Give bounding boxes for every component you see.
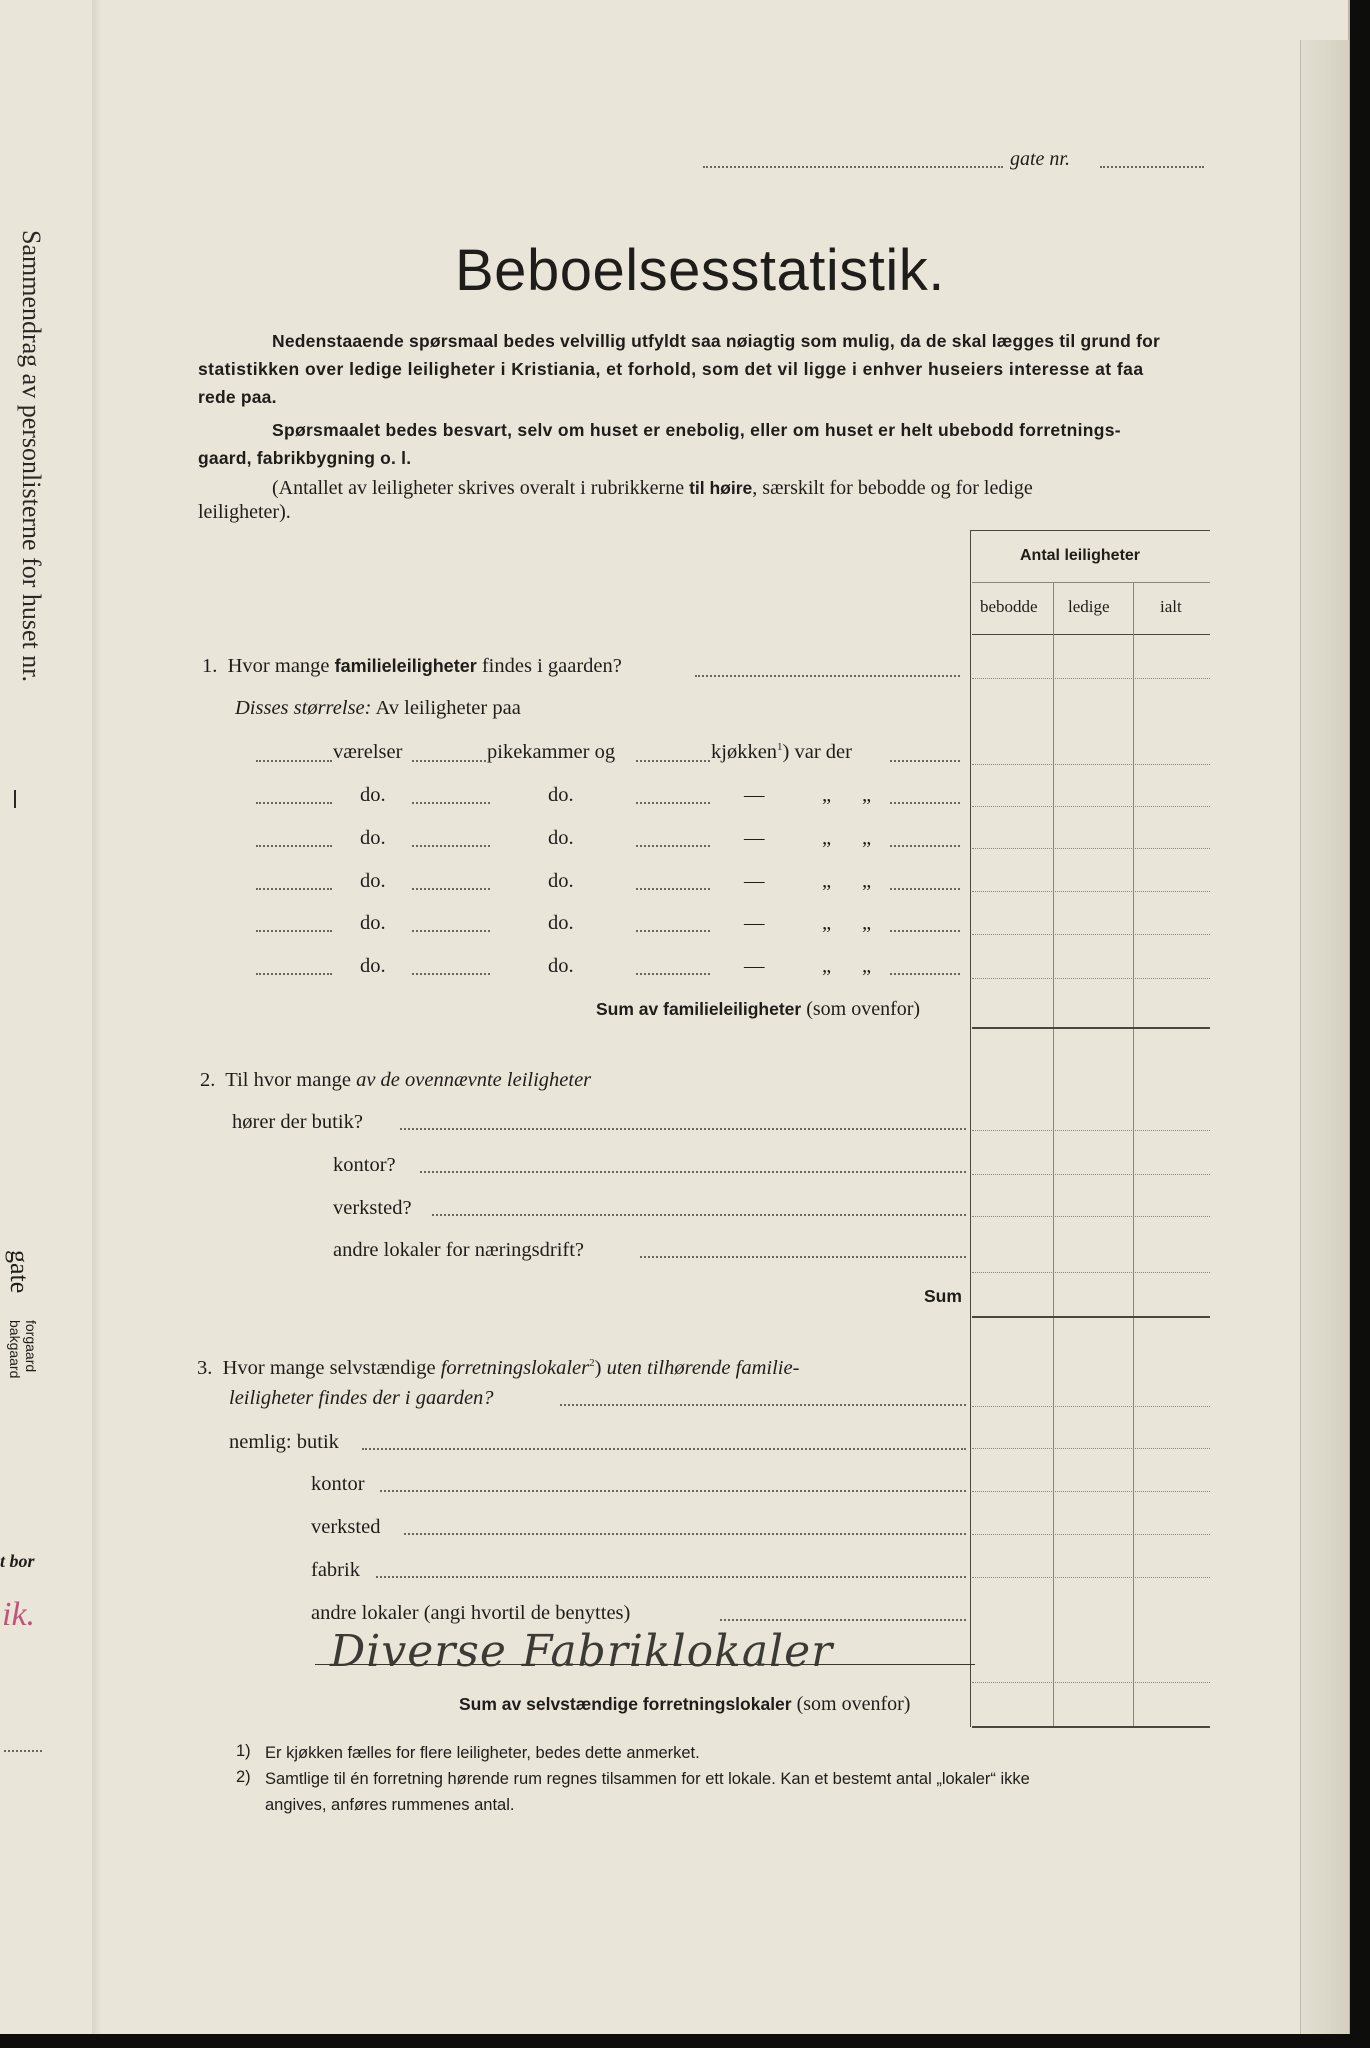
table-header-title: Antal leiligheter [1020,547,1141,564]
q1-question [202,656,622,677]
q3-question [197,1358,799,1379]
field-do-pikekammer[interactable] [412,973,490,975]
table-row-sep [972,1534,1210,1535]
gate-nr-field[interactable] [1100,166,1204,168]
label-vaerelser: værelser [333,741,403,763]
margin-forgaard: forgaard [23,1320,39,1373]
q2-kontor: kontor? [333,1154,396,1176]
ditto-mark: „ [822,870,832,892]
q2-italic: av de ovennævnte leiligheter [356,1069,592,1091]
q3-fabrik: fabrik [311,1559,360,1581]
table-top-line [970,530,1210,531]
table-row-sep [972,1682,1210,1683]
field-do-pikekammer[interactable] [412,845,490,847]
field-do-pikekammer[interactable] [412,802,490,804]
q3-butik: nemlig: butik [229,1431,339,1453]
footnote-ref-2: 2 [589,1357,595,1370]
q2-butik: hører der butik? [232,1111,363,1133]
dash-label: — [744,912,765,934]
sum1-line [972,1027,1210,1029]
q1-sum-label [596,999,920,1019]
q2-text: Til hvor mange [225,1069,357,1091]
field-do-kjokken[interactable] [636,845,710,847]
field-do-pikekammer[interactable] [412,930,490,932]
ditto-mark: „ [862,784,872,806]
dash-label: — [744,784,765,806]
field-do-kjokken[interactable] [636,930,710,932]
q3-line-2: leiligheter findes der i gaarden? [229,1387,494,1409]
row-leader [890,973,960,975]
row-leader [362,1448,966,1450]
q3-andre: andre lokaler (angi hvortil de benyttes) [311,1602,631,1624]
table-row-sep [972,1216,1210,1217]
table-row-sep [972,1406,1210,1407]
ditto-mark: „ [822,784,832,806]
table-row-sep [972,1174,1210,1175]
margin-bakgaard: bakgaard [7,1320,23,1379]
gate-nr-label: gate nr. [1010,148,1070,170]
column-ialt: ialt [1160,597,1182,616]
table-row-sep [972,678,1210,679]
table-row-sep [972,934,1210,935]
table-row-sep [972,978,1210,979]
table-row-sep [972,1272,1210,1273]
ditto-mark: „ [862,870,872,892]
intro-line-6 [272,478,1033,498]
q3-text: Hvor mange selvstændige [222,1357,441,1379]
q2-verksted: verksted? [333,1197,412,1219]
table-row-sep [972,1448,1210,1449]
handwritten-underline [315,1664,975,1665]
field-do-vaerelser[interactable] [256,973,332,975]
q1-sum-rest: (som ovenfor) [801,998,921,1020]
margin-vertical-text: Sammendrag av personlisterne for huset nr. [17,230,46,682]
field-do-vaerelser[interactable] [256,930,332,932]
intro-line-7: leiligheter). [198,501,291,523]
var-der-text: ) var der [782,741,852,763]
q2-sum-label: Sum [924,1286,962,1306]
q2-number: 2. [200,1069,216,1091]
do-label: do. [360,912,386,934]
row-leader [432,1214,966,1216]
label-pikekammer: pikekammer og [487,741,616,763]
field-do-vaerelser[interactable] [256,888,332,890]
q3-sum-bold: Sum av selvstændige forretningslokaler [459,1694,792,1714]
table-header-bottom [972,634,1210,635]
table-row-sep [972,848,1210,849]
row-leader [560,1404,966,1406]
label-kjokken [711,742,852,763]
ditto-mark: „ [822,912,832,934]
q3-sum-label [459,1694,910,1714]
footnote-2-mark: 2) [236,1768,251,1786]
table-row-sep [972,891,1210,892]
q3-paren: ) [594,1357,607,1379]
row-leader [380,1490,966,1492]
q1-sum-bold: Sum av familieleiligheter [596,999,802,1019]
field-do-pikekammer[interactable] [412,888,490,890]
row-leader [890,760,960,762]
field-vaerelser[interactable] [256,760,332,762]
row-leader [404,1533,966,1535]
ditto-mark: „ [862,912,872,934]
intro-line-4: Spørsmaalet bedes besvart, selv om huset er enebolig, eller om huset er helt ubebodd forretnings- [272,420,1121,440]
intro-line-2: statistikken over ledige leiligheter i Kristiania, et forhold, som det vil ligge i enhver huseiers interesse at faa [198,359,1144,379]
footnote-1: Er kjøkken fælles for flere leiligheter, bedes dette anmerket. [265,1744,700,1762]
intro-line-5: gaard, fabrikbygning o. l. [198,448,412,468]
ditto-mark: „ [822,955,832,977]
row-leader [890,802,960,804]
field-do-vaerelser[interactable] [256,802,332,804]
margin-gate: gate [5,1250,34,1294]
margin-mark [14,790,16,808]
footnote-ref-1: 1 [777,741,783,754]
do-label: do. [360,784,386,806]
q3-sum-rest: (som ovenfor) [791,1693,911,1715]
q2-andre: andre lokaler for næringsdrift? [333,1239,585,1261]
dash-label: — [744,870,765,892]
ditto-mark: „ [862,955,872,977]
q1-text-end: findes i gaarden? [476,655,622,677]
do-label: do. [360,955,386,977]
do-label: do. [548,870,574,892]
margin-red-writing: ik. [2,1596,36,1633]
column-bebodde: bebodde [980,597,1038,616]
row-leader [720,1619,966,1621]
footnote-1-mark: 1) [236,1742,251,1760]
page-title: Beboelsesstatistik. [455,238,945,303]
q1-sub-italic: Disses størrelse: [235,697,372,719]
footnote-2-line-2: angives, anføres rummenes antal. [265,1796,515,1814]
intro-line-1: Nedenstaaende spørsmaal bedes velvillig utfyldt saa nøiagtig som mulig, da de skal lægges til grund for [272,331,1161,351]
page-edge [1300,40,1349,2034]
intro-line-6-rest: , særskilt for bebodde og for ledige [752,477,1033,499]
sum2-line [972,1316,1210,1318]
field-do-kjokken[interactable] [636,973,710,975]
margin-bor: t bor [0,1551,35,1571]
q3-number: 3. [197,1357,213,1379]
margin-dots [4,1750,42,1752]
do-label: do. [548,827,574,849]
field-kjokken[interactable] [636,760,710,762]
row-leader [890,930,960,932]
do-label: do. [360,870,386,892]
q3-italic-end: uten tilhørende familie- [606,1357,800,1379]
kjokken-text: kjøkken [711,741,778,763]
field-do-kjokken[interactable] [636,888,710,890]
table-row-sep [972,764,1210,765]
dash-label: — [744,955,765,977]
column-divider-1 [1053,582,1054,1727]
q3-kontor: kontor [311,1473,365,1495]
field-pikekammer[interactable] [412,760,486,762]
q1-bold: familieleiligheter [334,656,477,676]
gate-name-field[interactable] [703,166,1003,168]
column-ledige: ledige [1068,597,1110,616]
row-leader [890,845,960,847]
row-leader [400,1128,966,1130]
table-row-sep [972,1130,1210,1131]
q1-sub [235,698,521,719]
field-do-kjokken[interactable] [636,802,710,804]
dash-label: — [744,827,765,849]
table-header-divider [972,582,1210,583]
q2-question [200,1070,591,1091]
do-label: do. [548,912,574,934]
field-do-vaerelser[interactable] [256,845,332,847]
do-label: do. [548,955,574,977]
row-leader [420,1171,966,1173]
table-row-sep [972,806,1210,807]
footnote-2-line-1: Samtlige til én forretning hørende rum regnes tilsammen for ett lokale. Kan et bestemt antal „lokaler“ ikke [265,1770,1030,1788]
intro-line-6-text: (Antallet av leiligheter skrives overalt i rubrikkerne [272,477,690,499]
intro-line-3: rede paa. [198,387,277,407]
page-fold [92,0,102,2034]
ditto-mark: „ [862,827,872,849]
sum3-line [972,1726,1210,1728]
do-label: do. [548,784,574,806]
ditto-mark: „ [822,827,832,849]
table-row-sep [972,1577,1210,1578]
q3-italic: forretningslokaler [440,1357,590,1379]
q1-text: Hvor mange [227,655,335,677]
do-label: do. [360,827,386,849]
q1-sub-rest: Av leiligheter paa [371,697,521,719]
row-leader [640,1256,966,1258]
intro-line-6-bold: til høire [689,478,753,498]
table-row-sep [972,1491,1210,1492]
q1-leader [695,675,960,677]
row-leader [890,888,960,890]
q1-number: 1. [202,655,218,677]
column-divider-2 [1133,582,1134,1727]
table-left-border [970,530,971,1727]
row-leader [376,1576,966,1578]
q3-verksted: verksted [311,1516,381,1538]
handwritten-answer: Diverse Fabriklokaler [330,1626,834,1677]
